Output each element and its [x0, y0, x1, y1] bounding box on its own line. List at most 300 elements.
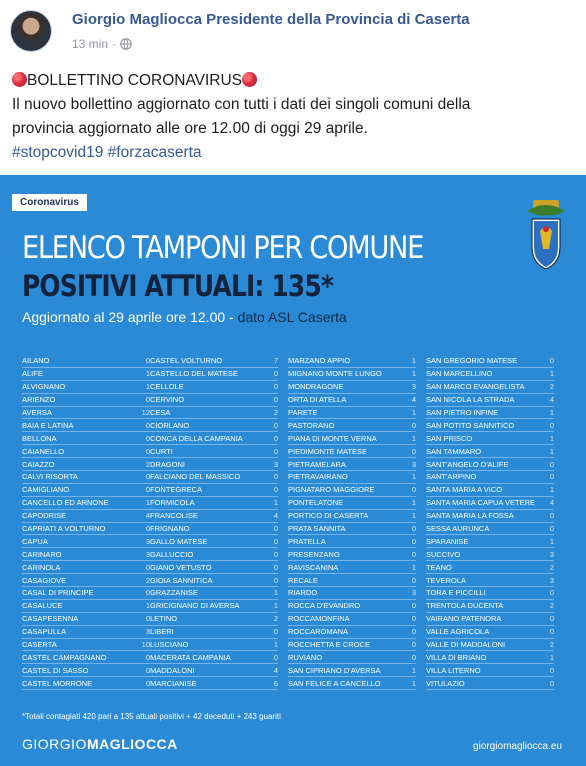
positive-count: 1: [145, 369, 150, 379]
positive-count: 1: [145, 601, 150, 611]
municipality-column: [22, 355, 150, 690]
municipality-name: LUSCIANO: [150, 640, 189, 650]
table-row: [22, 432, 150, 445]
table-row: [22, 651, 150, 664]
municipality-name: PARETE: [288, 408, 318, 417]
municipality-name: CASALUCE: [22, 601, 63, 611]
table-row: [22, 445, 150, 458]
municipality-name: MADDALONI: [150, 665, 195, 675]
positive-count: 12: [141, 408, 150, 417]
municipality-name: PASTORANO: [288, 420, 335, 430]
table-row: [426, 368, 554, 381]
positive-count: 0: [411, 627, 416, 637]
municipality-name: CARINARO: [22, 549, 62, 559]
footnote: *Totali contagiati 420 pari a 135 attuali positivi + 42 deceduti + 243 guariti: [22, 712, 281, 721]
positive-count: 1: [549, 433, 554, 443]
positive-count: 0: [411, 652, 416, 662]
post-meta: [72, 37, 132, 51]
positive-count: 0: [145, 678, 150, 688]
municipality-name: RUVIANO: [288, 652, 323, 662]
municipality-name: CONCA DELLA CAMPANIA: [150, 433, 243, 443]
table-row: [150, 432, 278, 445]
table-row: [288, 419, 416, 432]
brand-first: GIORGIO: [22, 736, 87, 752]
table-row: [288, 574, 416, 587]
positive-count: 4: [411, 395, 416, 405]
positive-count: 4: [145, 511, 150, 521]
table-row: [150, 664, 278, 677]
post-time[interactable]: 13 min: [72, 37, 109, 51]
table-row: [150, 535, 278, 548]
positive-count: 1: [411, 369, 416, 379]
table-row: [22, 510, 150, 523]
positive-count: 0: [549, 511, 554, 521]
table-row: [288, 626, 416, 639]
table-row: [426, 381, 554, 394]
table-row: [22, 600, 150, 613]
table-row: [288, 458, 416, 471]
table-row: [22, 471, 150, 484]
positive-count: 10: [141, 640, 150, 650]
flyer-title: ELENCO TAMPONI PER COMUNE: [22, 230, 424, 266]
positive-count: 0: [549, 678, 554, 688]
municipality-name: CASAPULLA: [22, 627, 67, 637]
positive-count: 0: [273, 369, 278, 379]
positive-count: 0: [273, 575, 278, 585]
table-row: [288, 523, 416, 536]
table-row: [22, 407, 150, 420]
table-row: [288, 381, 416, 394]
municipality-name: PRATELLA: [288, 536, 326, 546]
positive-count: 0: [273, 382, 278, 392]
positive-count: 1: [411, 665, 416, 675]
municipality-name: CAPUA: [22, 536, 48, 546]
table-row: [426, 535, 554, 548]
municipality-name: CAIAZZO: [22, 459, 55, 469]
municipality-name: PIGNATARO MAGGIORE: [288, 485, 375, 495]
municipality-name: GRAZZANISE: [150, 588, 198, 598]
table-row: [426, 523, 554, 536]
municipality-name: FRIGNANO: [150, 524, 190, 534]
municipality-column: [150, 355, 278, 690]
positive-count: 0: [411, 485, 416, 495]
municipality-name: MONDRAGONE: [288, 382, 344, 392]
post-text: [12, 69, 572, 165]
table-row: [426, 664, 554, 677]
municipality-name: BAIA E LATINA: [22, 420, 74, 430]
table-row: [150, 458, 278, 471]
positive-count: 1: [273, 640, 278, 650]
municipality-name: CURTI: [150, 446, 173, 456]
table-row: [426, 355, 554, 368]
municipality-name: TEVEROLA: [426, 575, 467, 585]
municipality-name: AILANO: [22, 356, 50, 366]
municipality-name: PIETRAMELARA: [288, 459, 346, 469]
municipality-name: GIANO VETUSTO: [150, 562, 212, 572]
table-row: [288, 432, 416, 445]
table-row: [288, 471, 416, 484]
table-row: [150, 561, 278, 574]
positive-count: 0: [549, 420, 554, 430]
table-row: [426, 445, 554, 458]
positive-count: 2: [549, 601, 554, 611]
municipality-name: CAIANELLO: [22, 446, 65, 456]
municipality-name: CASTEL CAMPAGNANO: [22, 652, 107, 662]
table-row: [426, 677, 554, 690]
table-row: [426, 613, 554, 626]
municipality-name: ROCCA D'EVANDRO: [288, 601, 361, 611]
table-row: [150, 368, 278, 381]
website-text: giorgiomagliocca.eu: [473, 741, 562, 752]
positive-count: 0: [273, 627, 278, 637]
positive-count: 3: [549, 575, 554, 585]
positive-count: 0: [145, 485, 150, 495]
positive-count: 1: [549, 446, 554, 456]
table-row: [150, 419, 278, 432]
positive-count: 0: [273, 536, 278, 546]
municipality-name: SANT'ARPINO: [426, 472, 477, 482]
positive-count: 1: [273, 588, 278, 598]
positive-count: 0: [411, 524, 416, 534]
positive-count: 3: [411, 382, 416, 392]
municipality-name: SANTA MARIA CAPUA VETERE: [426, 498, 536, 508]
table-row: [426, 626, 554, 639]
municipality-name: LETINO: [150, 614, 178, 624]
municipality-name: FONTEGRECA: [150, 485, 203, 495]
municipality-name: ORTA DI ATELLA: [288, 395, 347, 405]
table-row: [288, 407, 416, 420]
municipality-name: CASAGIOVE: [22, 575, 67, 585]
table-row: [150, 600, 278, 613]
positive-count: 0: [549, 459, 554, 469]
positive-count: 3: [411, 588, 416, 598]
brand-second: MAGLIOCCA: [86, 736, 178, 752]
municipality-name: SAN POTITO SANNITICO: [426, 420, 515, 430]
positive-count: 0: [411, 446, 416, 456]
table-row: [22, 561, 150, 574]
municipality-name: ROCCHETTA E CROCE: [288, 640, 370, 650]
positive-count: 0: [273, 485, 278, 495]
post-body-line: provincia aggiornato alle ore 12.00 di oggi 29 aprile.: [12, 120, 368, 137]
table-row: [22, 484, 150, 497]
municipality-name: RIARDO: [288, 588, 318, 598]
positive-count: 0: [273, 549, 278, 559]
municipality-name: MARZANO APPIO: [288, 356, 351, 366]
positive-count: 0: [411, 575, 416, 585]
municipality-name: SESSA AURUNCA: [426, 524, 490, 534]
municipality-name: PRESENZANO: [288, 549, 340, 559]
table-row: [288, 394, 416, 407]
municipality-name: SANTA MARIA A VICO: [426, 485, 503, 495]
positive-count: 0: [549, 614, 554, 624]
table-row: [426, 561, 554, 574]
table-row: [288, 484, 416, 497]
data-source: dato ASL Caserta: [237, 309, 347, 325]
municipality-name: CARINOLA: [22, 562, 61, 572]
table-row: [22, 626, 150, 639]
positive-count: 0: [145, 446, 150, 456]
positive-count: 2: [145, 575, 150, 585]
municipality-name: TEANO: [426, 562, 452, 572]
table-row: [22, 355, 150, 368]
positive-count: 0: [273, 446, 278, 456]
table-row: [426, 458, 554, 471]
table-row: [22, 394, 150, 407]
positive-count: 1: [549, 652, 554, 662]
table-row: [150, 651, 278, 664]
province-crest-icon: [524, 197, 568, 271]
positive-count: 0: [273, 433, 278, 443]
positive-count: 0: [273, 524, 278, 534]
red-circle-icon: [12, 72, 27, 87]
positive-count: 0: [145, 665, 150, 675]
post-body-line: Il nuovo bollettino aggiornato con tutti i dati dei singoli comuni della: [12, 96, 471, 113]
municipality-name: CESA: [150, 408, 171, 417]
municipality-name: CAPODRISE: [22, 511, 67, 521]
municipality-name: CIORLANO: [150, 420, 190, 430]
municipality-name: SPARANISE: [426, 536, 469, 546]
table-row: [150, 523, 278, 536]
positive-count: 1: [549, 408, 554, 417]
municipality-name: TRENTOLA DUCENTA: [426, 601, 504, 611]
municipality-name: SAN TAMMARO: [426, 446, 482, 456]
positive-count: 0: [411, 536, 416, 546]
positive-count: 3: [549, 549, 554, 559]
flyer-headline: POSITIVI ATTUALI: 135*: [22, 269, 334, 303]
municipality-name: SANTA MARIA LA FOSSA: [426, 511, 514, 521]
positive-count: 0: [273, 395, 278, 405]
positive-count: 0: [145, 356, 150, 366]
municipality-name: CASERTA: [22, 640, 57, 650]
municipality-name: CASTEL DI SASSO: [22, 665, 89, 675]
municipality-column: [426, 355, 554, 690]
municipality-name: VITULAZIO: [426, 678, 465, 688]
positive-count: 2: [549, 640, 554, 650]
positive-count: 0: [411, 601, 416, 611]
positive-count: 1: [549, 536, 554, 546]
positive-count: 0: [549, 627, 554, 637]
positive-count: 3: [273, 459, 278, 469]
municipality-name: CELLOLE: [150, 382, 184, 392]
positive-count: 1: [411, 472, 416, 482]
table-row: [288, 355, 416, 368]
municipality-table: [22, 355, 570, 695]
update-time: Aggiornato al 29 aprile ore 12.00 -: [22, 309, 238, 325]
positive-count: 2: [273, 614, 278, 624]
municipality-name: SANT'ANGELO D'ALIFE: [426, 459, 509, 469]
positive-count: 0: [145, 472, 150, 482]
positive-count: 1: [411, 498, 416, 508]
municipality-name: ALVIGNANO: [22, 382, 66, 392]
table-row: [150, 484, 278, 497]
table-row: [22, 574, 150, 587]
positive-count: 0: [145, 562, 150, 572]
municipality-name: ALIFE: [22, 369, 43, 379]
post-header: [0, 0, 586, 62]
table-row: [22, 677, 150, 690]
municipality-name: ROCCAMONFINA: [288, 614, 350, 624]
positive-count: 1: [411, 356, 416, 366]
positive-count: 0: [145, 588, 150, 598]
municipality-name: BELLONA: [22, 433, 57, 443]
municipality-name: CANCELLO ED ARNONE: [22, 498, 109, 508]
municipality-name: MARCIANISE: [150, 678, 197, 688]
table-row: [288, 535, 416, 548]
municipality-name: TORA E PICCILLI: [426, 588, 486, 598]
table-row: [22, 523, 150, 536]
municipality-name: PIANA DI MONTE VERNA: [288, 433, 377, 443]
table-row: [288, 510, 416, 523]
municipality-name: SAN MARCO EVANGELISTA: [426, 382, 525, 392]
positive-count: 2: [273, 408, 278, 417]
positive-count: 2: [549, 562, 554, 572]
positive-count: 0: [411, 549, 416, 559]
table-row: [150, 677, 278, 690]
positive-count: 0: [411, 614, 416, 624]
positive-count: 0: [273, 562, 278, 572]
positive-count: 1: [549, 369, 554, 379]
table-row: [22, 535, 150, 548]
municipality-name: VILLA DI BRIANO: [426, 652, 487, 662]
category-tag: Coronavirus: [12, 194, 87, 211]
municipality-name: CASTELLO DEL MATESE: [150, 369, 238, 379]
table-row: [150, 548, 278, 561]
table-row: [22, 419, 150, 432]
municipality-name: SAN GREGORIO MATESE: [426, 356, 518, 366]
table-row: [150, 639, 278, 652]
municipality-name: CASTEL VOLTURNO: [150, 356, 223, 366]
positive-count: 0: [145, 652, 150, 662]
table-row: [288, 639, 416, 652]
table-row: [288, 561, 416, 574]
positive-count: 1: [145, 498, 150, 508]
municipality-name: SAN PIETRO INFINE: [426, 408, 499, 417]
municipality-name: SUCCIVO: [426, 549, 461, 559]
positive-count: 0: [411, 420, 416, 430]
positive-count: 7: [273, 356, 278, 366]
municipality-name: ARIENZO: [22, 395, 56, 405]
post-title: BOLLETTINO CORONAVIRUS: [27, 72, 243, 89]
positive-count: 2: [549, 382, 554, 392]
table-row: [150, 510, 278, 523]
municipality-name: RECALE: [288, 575, 319, 585]
post-hashtags[interactable]: #stopcovid19 #forzacaserta: [12, 144, 202, 161]
municipality-name: SAN NICOLA LA STRADA: [426, 395, 515, 405]
positive-count: 0: [273, 472, 278, 482]
table-row: [150, 381, 278, 394]
post-image[interactable]: [0, 175, 586, 766]
table-row: [150, 587, 278, 600]
positive-count: 4: [549, 395, 554, 405]
positive-count: 0: [411, 640, 416, 650]
municipality-name: VALLE AGRICOLA: [426, 627, 490, 637]
table-row: [22, 458, 150, 471]
positive-count: 0: [145, 420, 150, 430]
positive-count: 0: [549, 472, 554, 482]
positive-count: 4: [273, 665, 278, 675]
positive-count: 3: [411, 459, 416, 469]
avatar[interactable]: [10, 10, 52, 52]
municipality-name: LIBERI: [150, 627, 174, 637]
municipality-name: CERVINO: [150, 395, 185, 405]
municipality-name: SAN MARCELLINO: [426, 369, 493, 379]
municipality-name: SAN CIPRIANO D'AVERSA: [288, 665, 381, 675]
positive-count: 1: [411, 562, 416, 572]
municipality-name: CASTEL MORRONE: [22, 678, 93, 688]
municipality-name: CASAPESENNA: [22, 614, 79, 624]
table-row: [288, 677, 416, 690]
globe-icon[interactable]: [120, 38, 132, 50]
municipality-name: PORTICO DI CASERTA: [288, 511, 369, 521]
red-circle-icon: [242, 72, 257, 87]
municipality-column: [288, 355, 416, 690]
municipality-name: CAMIGLIANO: [22, 485, 70, 495]
positive-count: 0: [273, 652, 278, 662]
table-row: [426, 432, 554, 445]
positive-count: 4: [273, 511, 278, 521]
table-row: [22, 381, 150, 394]
table-row: [288, 445, 416, 458]
municipality-name: VALLE DI MADDALONI: [426, 640, 506, 650]
municipality-name: DRAGONI: [150, 459, 186, 469]
table-row: [150, 626, 278, 639]
positive-count: 0: [145, 395, 150, 405]
table-row: [288, 600, 416, 613]
municipality-name: FRANCOLISE: [150, 511, 198, 521]
table-row: [426, 587, 554, 600]
table-row: [22, 368, 150, 381]
table-row: [150, 497, 278, 510]
municipality-name: FALCIANO DEL MASSICO: [150, 472, 241, 482]
positive-count: 0: [549, 356, 554, 366]
post-title-line: [12, 69, 572, 93]
municipality-name: MACERATA CAMPANIA: [150, 652, 231, 662]
positive-count: 4: [549, 498, 554, 508]
municipality-name: PONTELATONE: [288, 498, 344, 508]
municipality-name: GRICIGNANO DI AVERSA: [150, 601, 240, 611]
positive-count: 6: [273, 678, 278, 688]
positive-count: 1: [273, 498, 278, 508]
brand-logo: [22, 736, 178, 752]
table-row: [426, 600, 554, 613]
table-row: [22, 548, 150, 561]
municipality-name: SAN FELICE A CANCELLO: [288, 678, 381, 688]
table-row: [150, 355, 278, 368]
table-row: [150, 574, 278, 587]
positive-count: 2: [145, 459, 150, 469]
municipality-name: CAPRIATI A VOLTURNO: [22, 524, 106, 534]
table-row: [288, 497, 416, 510]
table-row: [150, 613, 278, 626]
table-row: [426, 651, 554, 664]
table-row: [288, 664, 416, 677]
municipality-name: PIEDIMONTE MATESE: [288, 446, 368, 456]
municipality-name: GALLUCCIO: [150, 549, 194, 559]
table-row: [426, 548, 554, 561]
municipality-name: PRATA SANNITA: [288, 524, 346, 534]
positive-count: 0: [145, 524, 150, 534]
positive-count: 1: [411, 511, 416, 521]
positive-count: 1: [549, 485, 554, 495]
table-row: [288, 587, 416, 600]
table-row: [426, 484, 554, 497]
table-row: [288, 651, 416, 664]
author-name[interactable]: Giorgio Magliocca Presidente della Provincia di Caserta: [72, 11, 470, 28]
municipality-name: GIOIA SANNITICA: [150, 575, 213, 585]
municipality-name: SAN PRISCO: [426, 433, 473, 443]
table-row: [150, 407, 278, 420]
positive-count: 0: [145, 433, 150, 443]
